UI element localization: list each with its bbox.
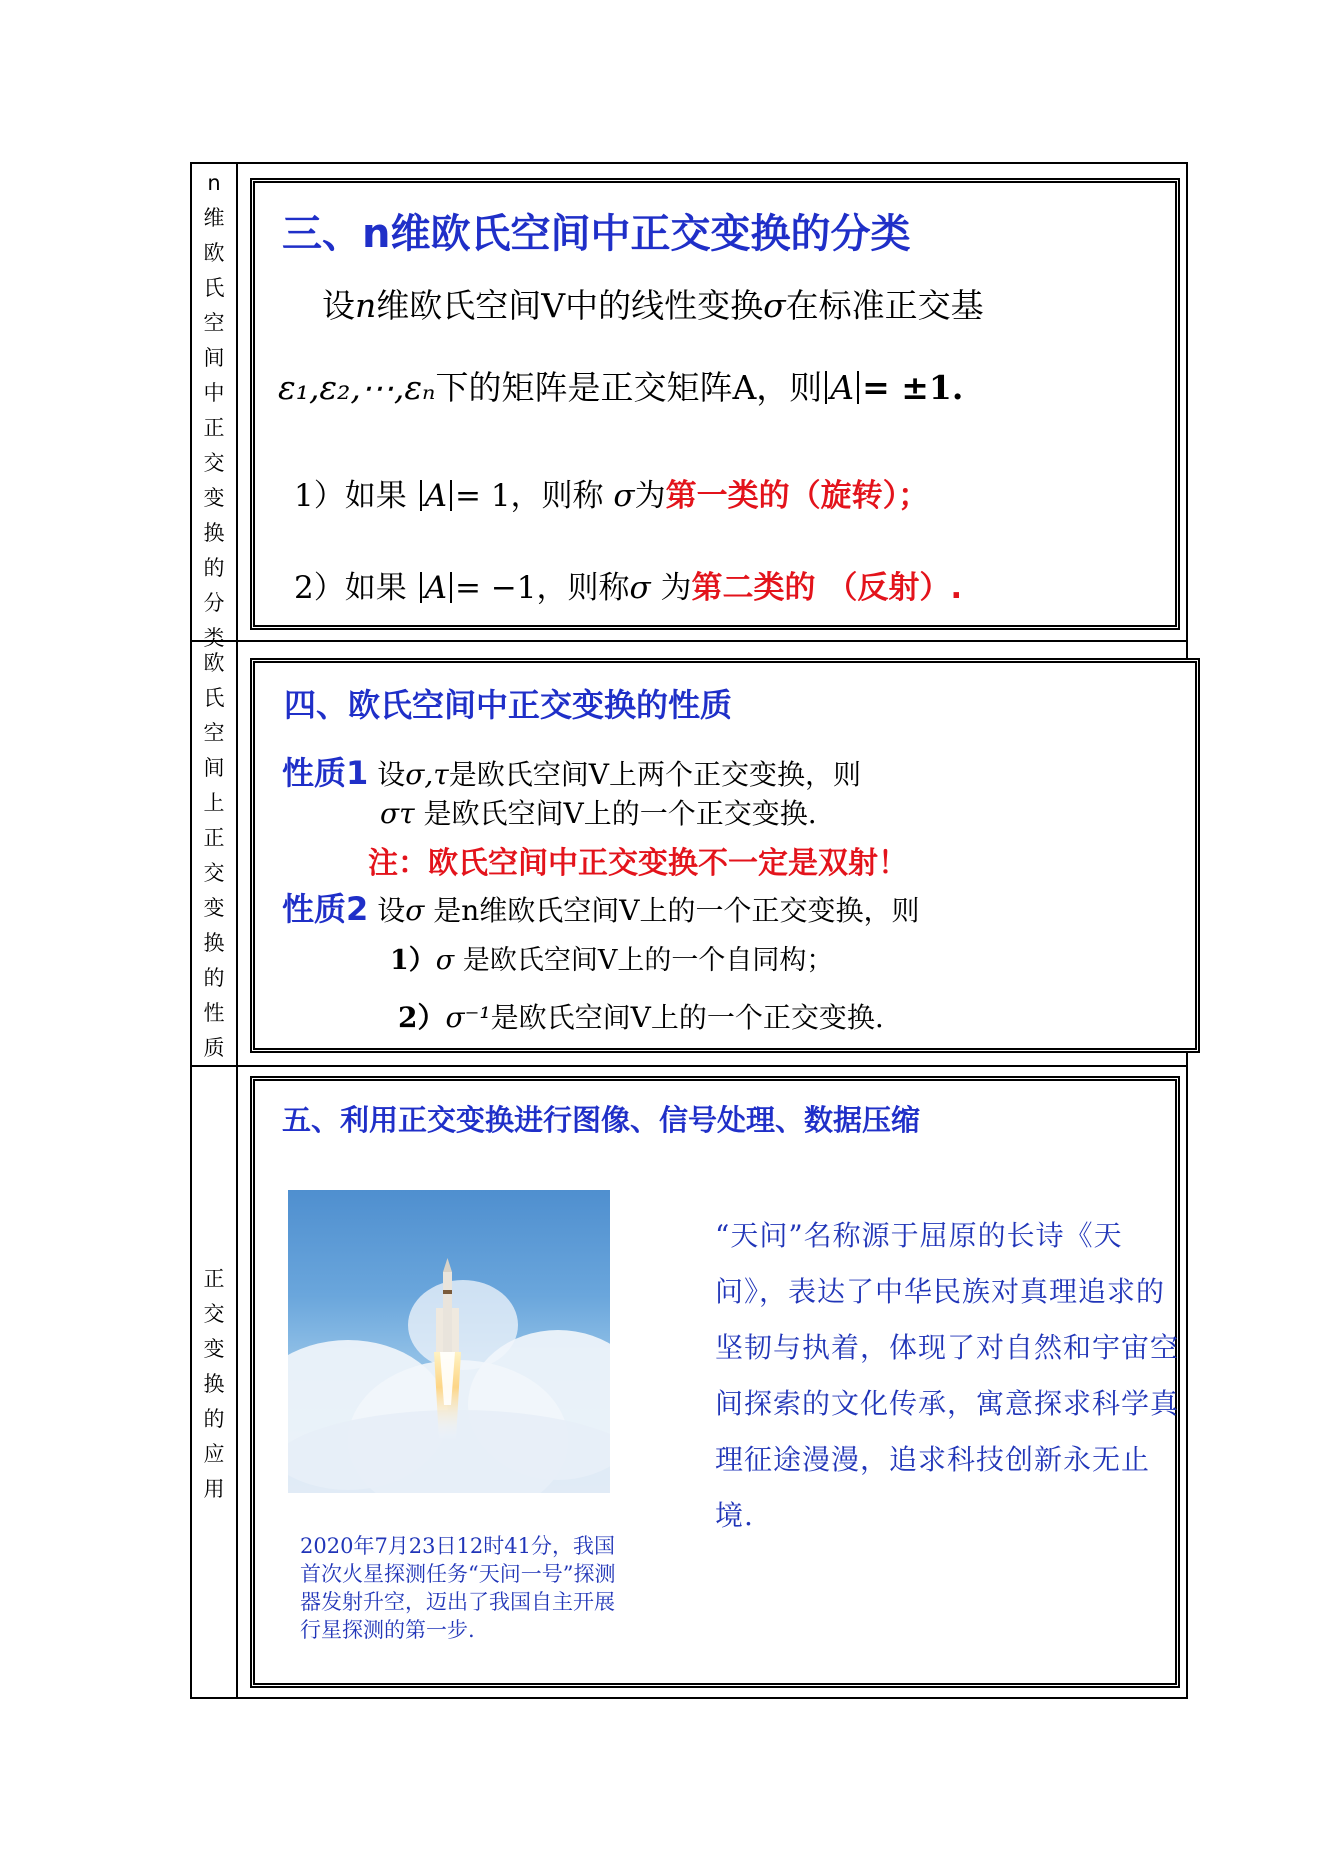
slide-title: 四、欧氏空间中正交变换的性质	[284, 686, 733, 724]
slide-title: 五、利用正交变换进行图像、信号处理、数据压缩	[282, 1103, 921, 1137]
slide-title: 三、n维欧氏空间中正交变换的分类	[282, 211, 911, 257]
note-warning: 注：欧氏空间中正交变换不一定是双射！	[368, 846, 908, 881]
rocket-launch-photo	[288, 1190, 610, 1493]
classification-line-2: ε₁,ε₂,⋯,εₙ下的矩阵是正交矩阵A，则 A = ±1.	[278, 368, 964, 407]
row-divider-1	[190, 640, 1188, 642]
classification-item-1: 1）如果 A = 1，则称 σ为第一类的（旋转）；	[294, 478, 930, 514]
classification-item-2: 2）如果 A = −1，则称σ 为第二类的 （反射）.	[294, 570, 963, 606]
property-2-line-1: 性质2 设σ 是n维欧氏空间V上的一个正交变换，则	[282, 890, 920, 928]
property-1-line-2: στ 是欧氏空间V上的一个正交变换.	[380, 797, 817, 830]
property-2-item-1: 1）σ 是欧氏空间V上的一个自同构；	[390, 945, 834, 976]
side-label-applications: 正 交 变 换 的 应 用	[203, 1267, 225, 1501]
property-2-item-2: 2）σ⁻¹是欧氏空间V上的一个正交变换.	[398, 1001, 884, 1034]
classification-line-1: 设n维欧氏空间V中的线性变换σ在标准正交基	[322, 286, 984, 325]
side-label-classification: n 维 欧 氏 空 间 中 正 交 变 换 的 分 类	[203, 171, 225, 650]
property-1-line-1: 性质1 设σ,τ是欧氏空间V上两个正交变换，则	[282, 754, 861, 792]
column-divider	[236, 162, 238, 1699]
rocket-icon	[288, 1190, 610, 1493]
photo-caption: 2020年7月23日12时41分，我国首次火星探测任务“天问一号”探测器发射升空，迈出了我国自主开展行星探测的第一步.	[300, 1534, 616, 1642]
row-divider-2	[190, 1065, 1188, 1067]
side-label-properties: 欧 氏 空 间 上 正 交 变 换 的 性 质	[203, 651, 225, 1060]
tianwen-description: “天问”名称源于屈原的长诗《天问》，表达了中华民族对真理追求的坚韧与执着，体现了对自然和宇宙空间探索的文化传承，寓意探求科学真理征途漫漫，追求科技创新永无止境.	[715, 1219, 1180, 1532]
